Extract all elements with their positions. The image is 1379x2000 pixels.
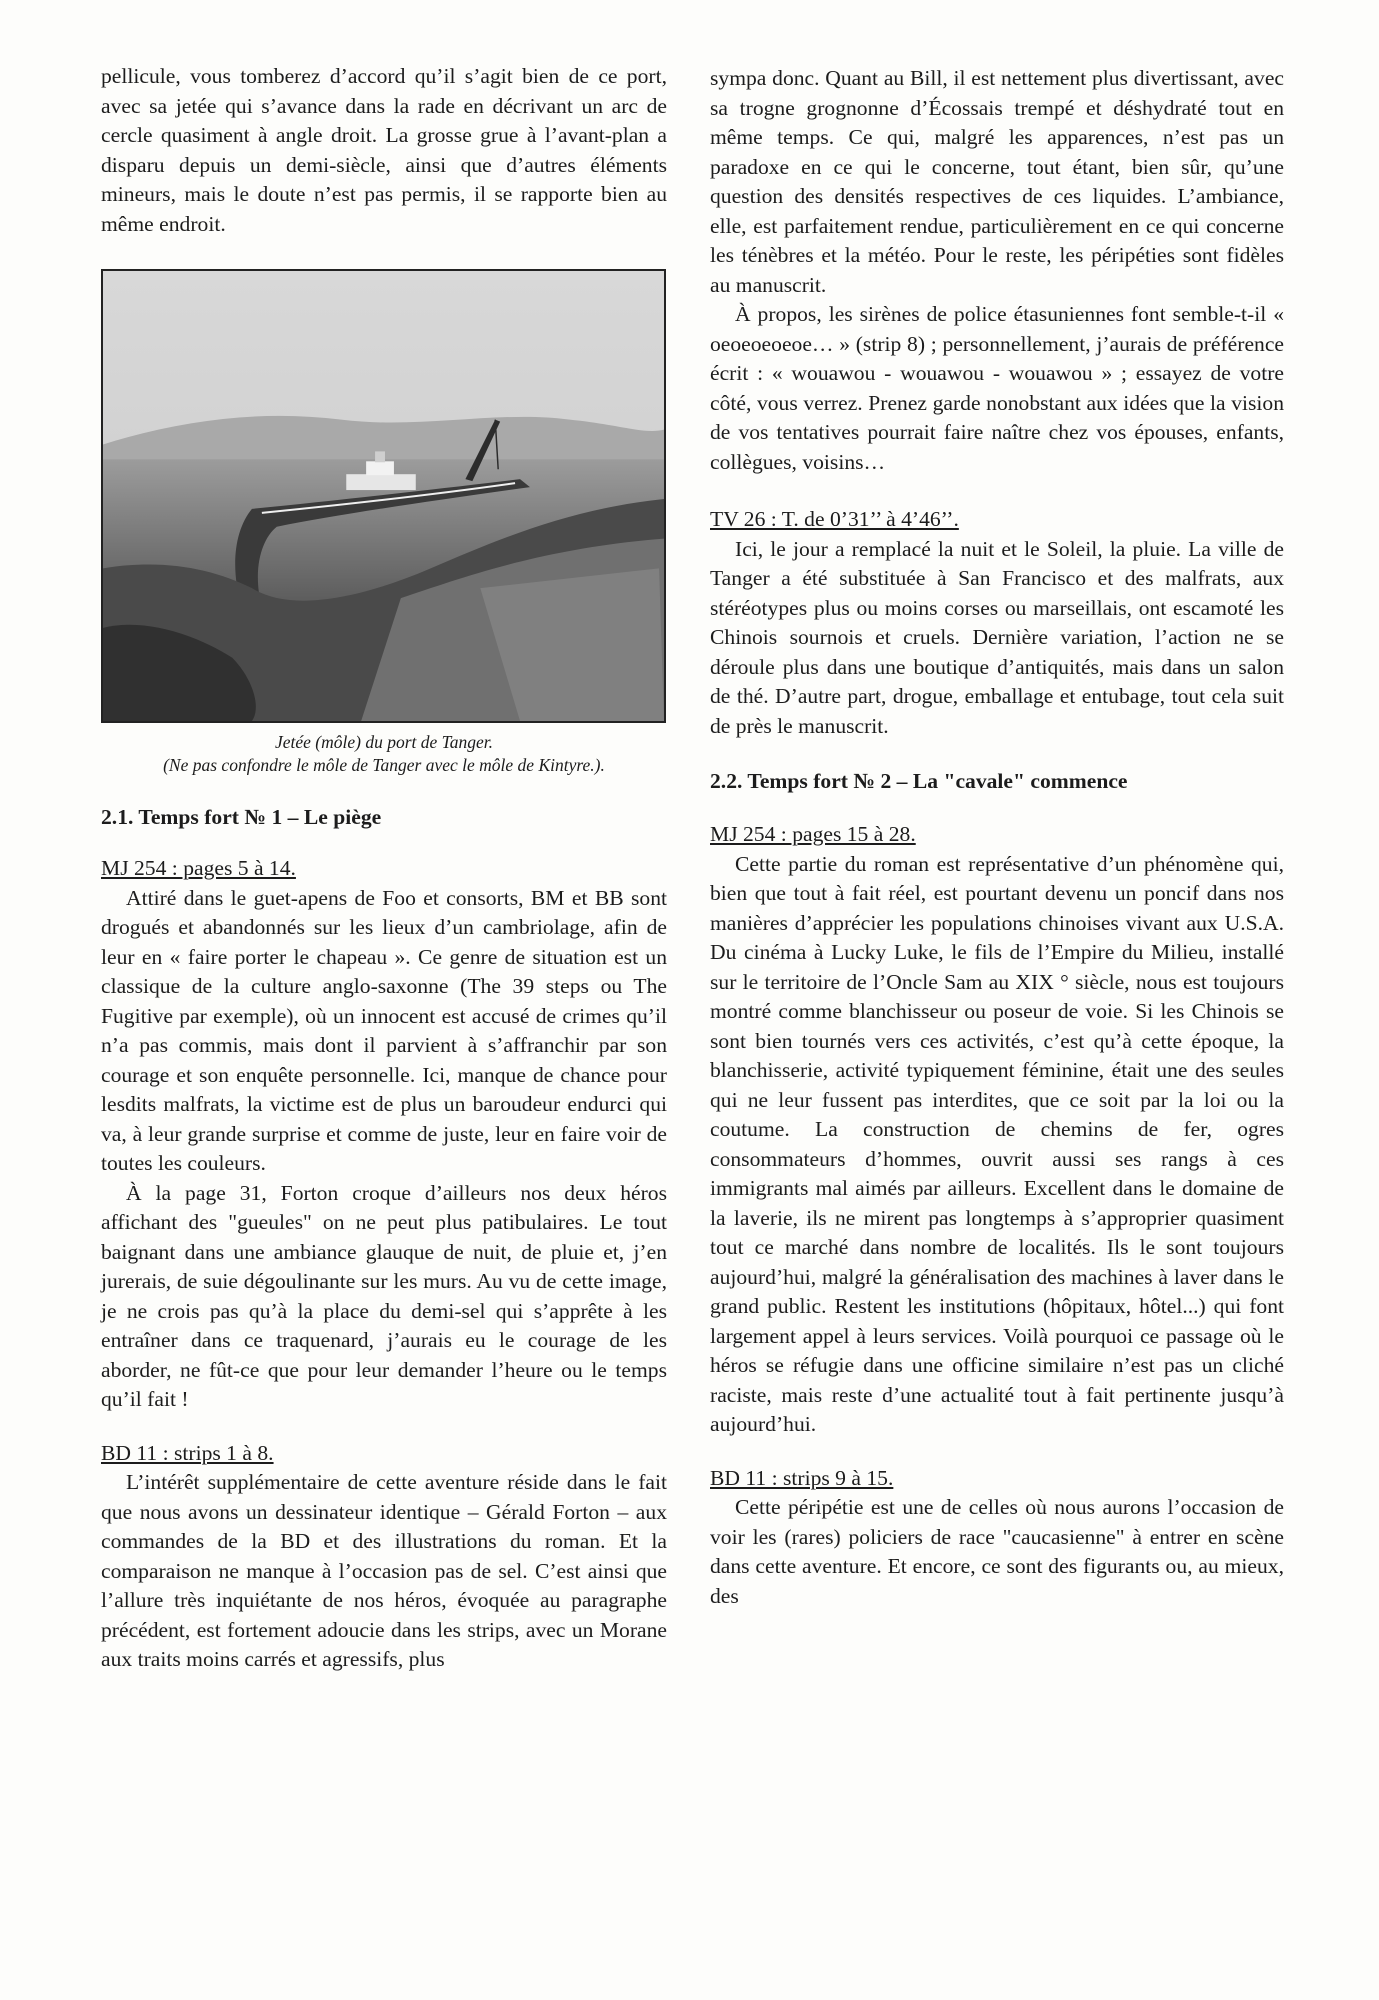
harbor-photo: [101, 269, 666, 723]
intro-paragraph: pellicule, vous tomberez d’accord qu’il s’agit bien de ce port, avec sa jetée qui s’avance dans la rade en décrivant un arc de cercle quasiment à angle droit. La grosse grue à l’avant-plan a disparu depuis un demi-siècle, ainsi que d’autres éléments mineurs, mais le doute n’est pas permis, il se rapporte bien au même endroit.: [101, 64, 667, 236]
photo-caption-line1: Jetée (môle) du port de Tanger.: [274, 732, 494, 752]
continuation-paragraph: sympa donc. Quant au Bill, il est nettement plus divertissant, avec sa trogne grognonne d’Écossais trempé et déshydraté tout en même temps. Ce qui, malgré les apparences, n’est pas un paradoxe en ce qui le concerne, tout étant, bien sûr, qu’une question des densités respectives de ces liquides. L’ambiance, elle, est parfaitement rendue, particulièrement en ce qui concerne les ténèbres et la météo. Pour le reste, les péripéties sont fidèles au manuscrit.: [710, 66, 1284, 297]
paragraph-mj-1a: Attiré dans le guet-apens de Foo et consorts, BM et BB sont drogués et abandonnés sur les lieux d’un cambriolage, afin de leur en « faire porter le chapeau ». Ce genre de situation est un classique de la culture anglo-saxonne (The 39 steps ou The Fugitive par exemple), où un innocent est accusé de crimes qu’il n’a pas commis, mais dont il parvient à s’affranchir par son courage et son enquête personnelle. Ici, manque de chance pour lesdits malfrats, la victime est de plus un baroudeur endurci qui va, à leur grande surprise et comme de juste, leur en faire voir de toutes les couleurs.: [101, 885, 667, 1175]
paragraph-sirens: À propos, les sirènes de police étasuniennes font semble-t-il « oeoeoeoeoe… » (strip 8) ; personnellement, j’aurais de préférence écrit : « wouawou - wouawou - wouawou » ; essayez de votre côté, vous verrez. Prenez garde nonobstant aux idées que la vision de vos tentatives pourrait faire naître chez vos épouses, enfants, collègues, voisins…: [710, 302, 1284, 474]
right-column: [710, 64, 1284, 1611]
harbor-photo-image: [103, 271, 664, 721]
left-column: [101, 62, 667, 1675]
reference-bd-strips-1-8: BD 11 : strips 1 à 8.: [101, 1440, 274, 1465]
reference-tv-26: TV 26 : T. de 0’31’’ à 4’46’’.: [710, 507, 959, 531]
section-heading-2-1: 2.1. Temps fort № 1 – Le piège: [101, 805, 382, 829]
paragraph-bd-1: L’intérêt supplémentaire de cette aventure réside dans le fait que nous avons un dessinateur identique – Gérald Forton – aux commandes de la BD et des illustrations du roman. Et la comparaison ne manque à l’occasion pas de sel. C’est ainsi que l’allure très inquiétante de nos héros, évoquée au paragraphe précédent, est fortement adoucie dans les strips, avec un Morane aux traits moins carrés et agressifs, plus: [101, 1470, 667, 1671]
photo-caption-line2: (Ne pas confondre le môle de Tanger avec le môle de Kintyre.).: [163, 755, 605, 775]
paragraph-bd-2: Cette péripétie est une de celles où nous aurons l’occasion de voir les (rares) policiers de race "caucasienne" à entrer en scène dans cette aventure. Et encore, ce sont des figurants ou, au mieux, des: [710, 1495, 1284, 1608]
paragraph-tv: Ici, le jour a remplacé la nuit et le Soleil, la pluie. La ville de Tanger a été substituée à San Francisco et des malfrats, aux stéréotypes plus ou moins corses ou marseillais, ont escamoté les Chinois sournois et cruels. Dernière variation, l’action ne se déroule plus dans une boutique d’antiquités, mais dans un salon de thé. D’autre part, drogue, emballage et entubage, tout cela suit de près le manuscrit.: [710, 536, 1284, 738]
reference-mj-pages-5-14: MJ 254 : pages 5 à 14.: [101, 856, 296, 880]
paragraph-mj-2: Cette partie du roman est représentative d’un phénomène qui, bien que tout à fait réel, est pourtant devenu un poncif dans nos manières d’apprécier les populations chinoises vivant aux U.S.A. Du cinéma à Lucky Luke, le fils de l’Empire du Milieu, installé sur le territoire de l’Oncle Sam au XIX ° siècle, nous est toujours montré comme blanchisseur ou poseur de voie. Si les Chinois se sont bien tournés vers ces activités, c’est qu’à cette époque, la blanchisserie, activité typiquement féminine, était une des seules qui ne leur fussent pas interdites, que ce soit par la loi ou la coutume. La construction de chemins de fer, ogres consommateurs d’hommes, ouvrit aussi ses rangs à ces immigrants mal aimés par ailleurs. Excellent dans le domaine de la laverie, ils ne mirent pas longtemps à s’approprier quasiment tout ce marché dans nombre de localités. Ils le sont toujours aujourd’hui, malgré la généralisation des machines à laver dans le grand public. Restent les institutions (hôpitaux, hôtel...) qui font largement appel à leurs services. Voilà pourquoi ce passage où le héros se réfugie dans une officine similaire n’est pas un cliché raciste, mais reste d’une actualité tout à fait pertinente jusqu’à aujourd’hui.: [710, 851, 1284, 1436]
section-heading-2-2: 2.2. Temps fort № 2 – La "cavale" commence: [710, 769, 1128, 793]
reference-mj-pages-15-28: MJ 254 : pages 15 à 28.: [710, 822, 916, 846]
reference-bd-strips-9-15: BD 11 : strips 9 à 15.: [710, 1465, 894, 1490]
paragraph-mj-1b: À la page 31, Forton croque d’ailleurs nos deux héros affichant des "gueules" on ne peut plus patibulaires. Le tout baignant dans une ambiance glauque de nuit, de pluie et, j’en jurerais, de suie dégoulinante sur les murs. Au vu de cette image, je ne crois pas qu’à la place du demi-sel qui s’apprête à les entraîner dans ce traquenard, j’aurais eu le courage de les aborder, ne fût-ce que pour leur demander l’heure ou le temps qu’il fait !: [101, 1180, 667, 1411]
